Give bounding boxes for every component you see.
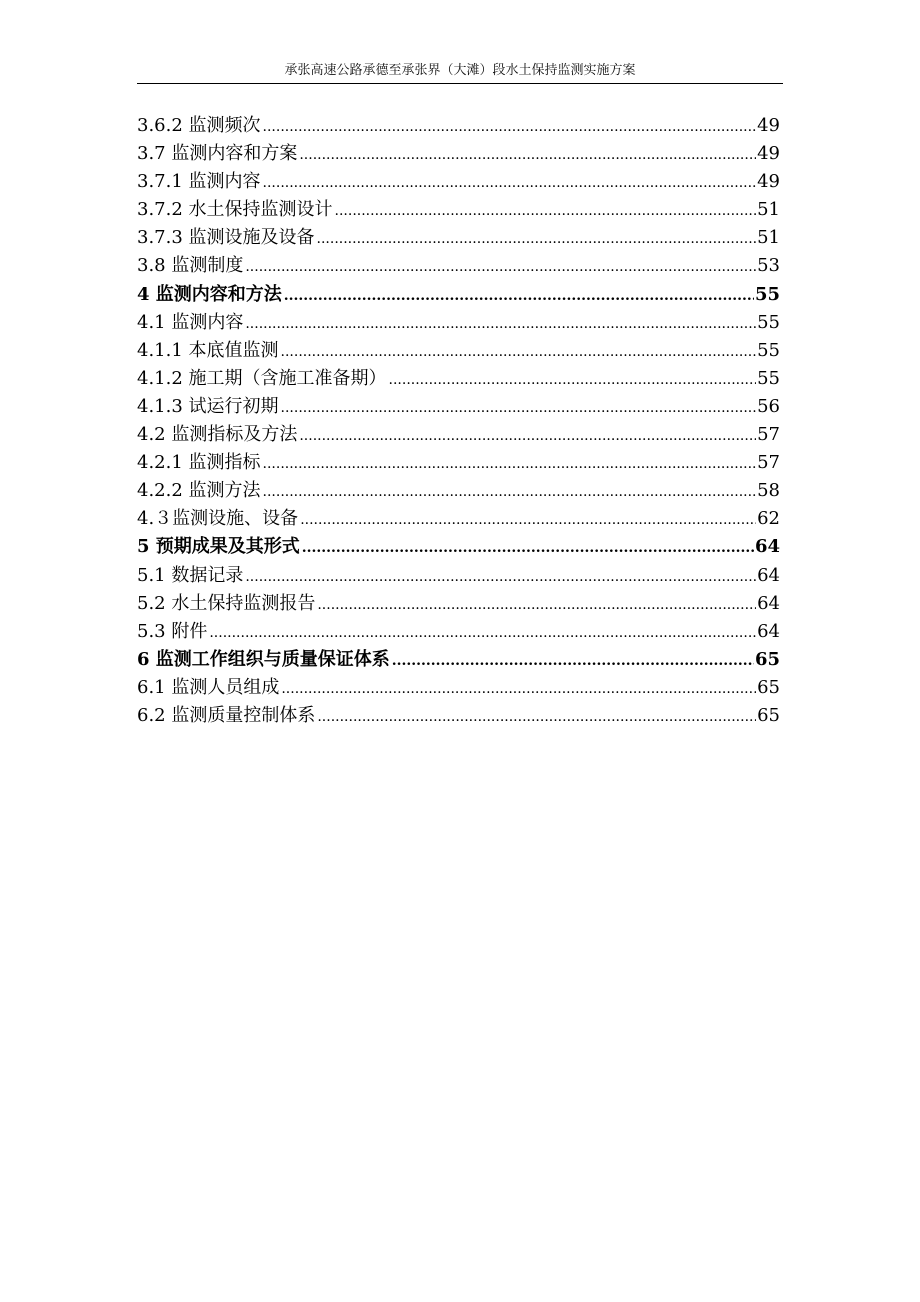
toc-page-number: 55 [757,367,780,389]
toc-entry-title: 4.2 监测指标及方法 [137,424,298,446]
toc-page-number: 64 [757,592,780,614]
toc-entry-title: 3.7 监测内容和方案 [137,143,298,165]
toc-leader-dots [317,225,757,253]
toc-entry-title: 4.2.1 监测指标 [137,452,261,474]
toc-leader-dots [263,169,757,197]
toc-leader-dots [299,141,756,169]
toc-leader-dots [302,534,754,562]
toc-page-number: 57 [757,424,780,446]
toc-leader-dots [281,338,757,366]
toc-entry[interactable] [137,365,780,393]
toc-entry[interactable] [137,112,780,140]
toc-entry-title: 4.1.2 施工期（含施工准备期） [137,367,387,389]
toc-leader-dots [389,366,757,394]
toc-entry-title: 5 预期成果及其形式 [137,536,300,558]
toc-chapter-entry[interactable] [137,646,780,674]
toc-entry[interactable] [137,393,780,421]
toc-page-number: 65 [757,676,780,698]
toc-page-number: 64 [754,536,780,558]
toc-entry[interactable] [137,224,780,252]
header-rule [137,83,783,84]
toc-entry[interactable] [137,196,780,224]
toc-entry-title: 4.1.1 本底值监测 [137,339,279,361]
toc-leader-dots [335,197,757,225]
toc-entry[interactable] [137,421,780,449]
toc-leader-dots [300,506,756,534]
toc-entry[interactable] [137,702,780,730]
toc-entry[interactable] [137,309,780,337]
toc-entry-title: 5.3 附件 [137,620,208,642]
toc-leader-dots [392,647,754,675]
toc-entry-title: 3.7.2 水土保持监测设计 [137,199,333,221]
toc-page-number: 53 [757,255,780,277]
toc-entry-title: 3.8 监测制度 [137,255,244,277]
toc-leader-dots [317,591,756,619]
toc-entry[interactable] [137,140,780,168]
toc-entry[interactable] [137,477,780,505]
toc-entry[interactable] [137,562,780,590]
toc-entry-title: 6 监测工作组织与质量保证体系 [137,648,390,670]
toc-page-number: 55 [757,339,780,361]
toc-leader-dots [317,703,756,731]
toc-entry-title: 4.1.3 试运行初期 [137,395,279,417]
toc-leader-dots [245,563,756,591]
toc-entry[interactable] [137,505,780,533]
toc-leader-dots [284,282,754,310]
toc-page-number: 62 [757,508,780,530]
toc-entry-title: 4.1 监测内容 [137,311,244,333]
toc-leader-dots [209,619,756,647]
toc-chapter-entry[interactable] [137,533,780,561]
toc-page-number: 65 [757,704,780,726]
toc-page-number: 49 [757,115,780,136]
toc-entry-title: 5.1 数据记录 [137,564,244,586]
toc-page-number: 51 [757,227,780,249]
toc-entry[interactable] [137,618,780,646]
toc-leader-dots [281,675,756,703]
toc-entry-title: 4.３监测设施、设备 [137,508,299,530]
toc-leader-dots [281,394,757,422]
toc-entry[interactable] [137,590,780,618]
toc-entry-title: 3.7.1 监测内容 [137,171,261,193]
toc-chapter-entry[interactable] [137,281,780,309]
toc-leader-dots [245,310,756,338]
toc-page-number: 57 [757,452,780,474]
toc-page-number: 51 [757,199,780,221]
toc-leader-dots [263,450,757,478]
toc-entry[interactable] [137,337,780,365]
toc-entry[interactable] [137,674,780,702]
toc-leader-dots [299,422,756,450]
toc-page-number: 58 [757,480,780,502]
toc-entry-title: 6.1 监测人员组成 [137,676,280,698]
toc-entry-title: 6.2 监测质量控制体系 [137,704,316,726]
toc-leader-dots [263,478,757,506]
toc-entry[interactable] [137,449,780,477]
toc-page-number: 64 [757,620,780,642]
toc-entry-title: 3.7.3 监测设施及设备 [137,227,315,249]
toc-page-number: 55 [757,311,780,333]
toc-page-number: 56 [757,395,780,417]
toc-entry[interactable] [137,168,780,196]
toc-page-number: 65 [754,648,780,670]
toc-entry[interactable] [137,252,780,280]
toc-page-number: 49 [757,171,780,193]
page-header: 承张高速公路承德至承张界（大滩）段水土保持监测实施方案 [284,63,636,78]
toc-page-number: 49 [757,143,780,165]
toc-leader-dots [263,113,757,141]
toc-entry-title: 5.2 水土保持监测报告 [137,592,316,614]
table-of-contents [137,112,780,730]
toc-page-number: 64 [757,564,780,586]
toc-page-number: 55 [754,283,780,305]
toc-entry-title: 3.6.2 监测频次 [137,115,261,136]
toc-entry-title: 4 监测内容和方法 [137,283,282,305]
toc-leader-dots [245,253,756,281]
toc-entry-title: 4.2.2 监测方法 [137,480,261,502]
